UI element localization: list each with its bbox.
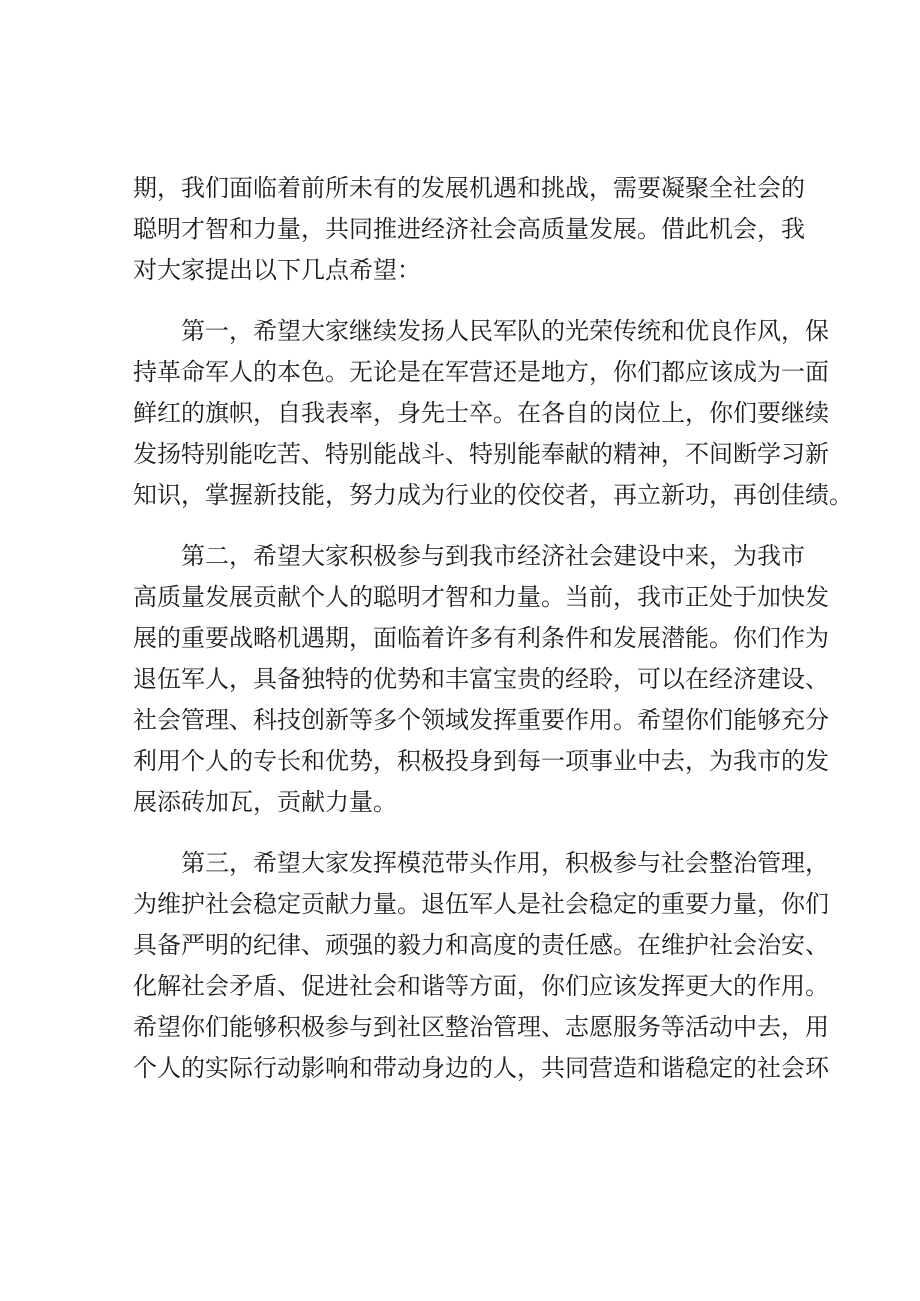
text-line: 第三，希望大家发挥模范带头作用，积极参与社会整治管理， — [181, 849, 829, 877]
text-line: 对大家提出以下几点希望： — [133, 256, 421, 284]
text-line: 社会管理、科技创新等多个领域发挥重要作用。希望你们能够充分 — [133, 706, 829, 734]
text-line: 高质量发展贡献个人的聪明才智和力量。当前，我市正处于加快发 — [133, 583, 829, 611]
text-line: 利用个人的专长和优势，积极投身到每一项事业中去，为我市的发 — [133, 747, 829, 775]
text-line: 第一，希望大家继续发扬人民军队的光荣传统和优良作风，保 — [181, 317, 829, 345]
text-line: 个人的实际行动影响和带动身边的人，共同营造和谐稳定的社会环 — [133, 1054, 829, 1082]
text-line: 展添砖加瓦，贡献力量。 — [133, 788, 397, 816]
text-line: 化解社会矛盾、促进社会和谐等方面，你们应该发挥更大的作用。 — [133, 972, 829, 1000]
paragraph-intro — [133, 168, 805, 291]
text-line: 为维护社会稳定贡献力量。退伍军人是社会稳定的重要力量，你们 — [133, 890, 829, 918]
text-line: 发扬特别能吃苦、特别能战斗、特别能奉献的精神，不间断学习新 — [133, 440, 829, 468]
paragraph-spacer — [133, 291, 789, 311]
paragraph-third — [133, 843, 829, 1089]
text-line: 具备严明的纪律、顽强的毅力和高度的责任感。在维护社会治安、 — [133, 931, 829, 959]
paragraph-first — [133, 311, 853, 516]
text-line: 希望你们能够积极参与到社区整治管理、志愿服务等活动中去，用 — [133, 1013, 829, 1041]
paragraph-second — [133, 536, 829, 823]
text-line: 期，我们面临着前所未有的发展机遇和挑战，需要凝聚全社会的 — [133, 174, 805, 202]
paragraph-spacer — [133, 516, 789, 536]
text-line: 鲜红的旗帜，自我表率，身先士卒。在各自的岗位上，你们要继续 — [133, 399, 829, 427]
text-line: 第二，希望大家积极参与到我市经济社会建设中来，为我市 — [181, 542, 805, 570]
text-line: 持革命军人的本色。无论是在军营还是地方，你们都应该成为一面 — [133, 358, 829, 386]
document-body — [133, 168, 853, 1089]
text-line: 知识，掌握新技能，努力成为行业的佼佼者，再立新功，再创佳绩。 — [133, 481, 853, 509]
paragraph-spacer — [133, 823, 789, 843]
text-line: 聪明才智和力量，共同推进经济社会高质量发展。借此机会，我 — [133, 215, 805, 243]
text-line: 展的重要战略机遇期，面临着许多有利条件和发展潜能。你们作为 — [133, 624, 829, 652]
text-line: 退伍军人，具备独特的优势和丰富宝贵的经聆，可以在经济建设、 — [133, 665, 829, 693]
